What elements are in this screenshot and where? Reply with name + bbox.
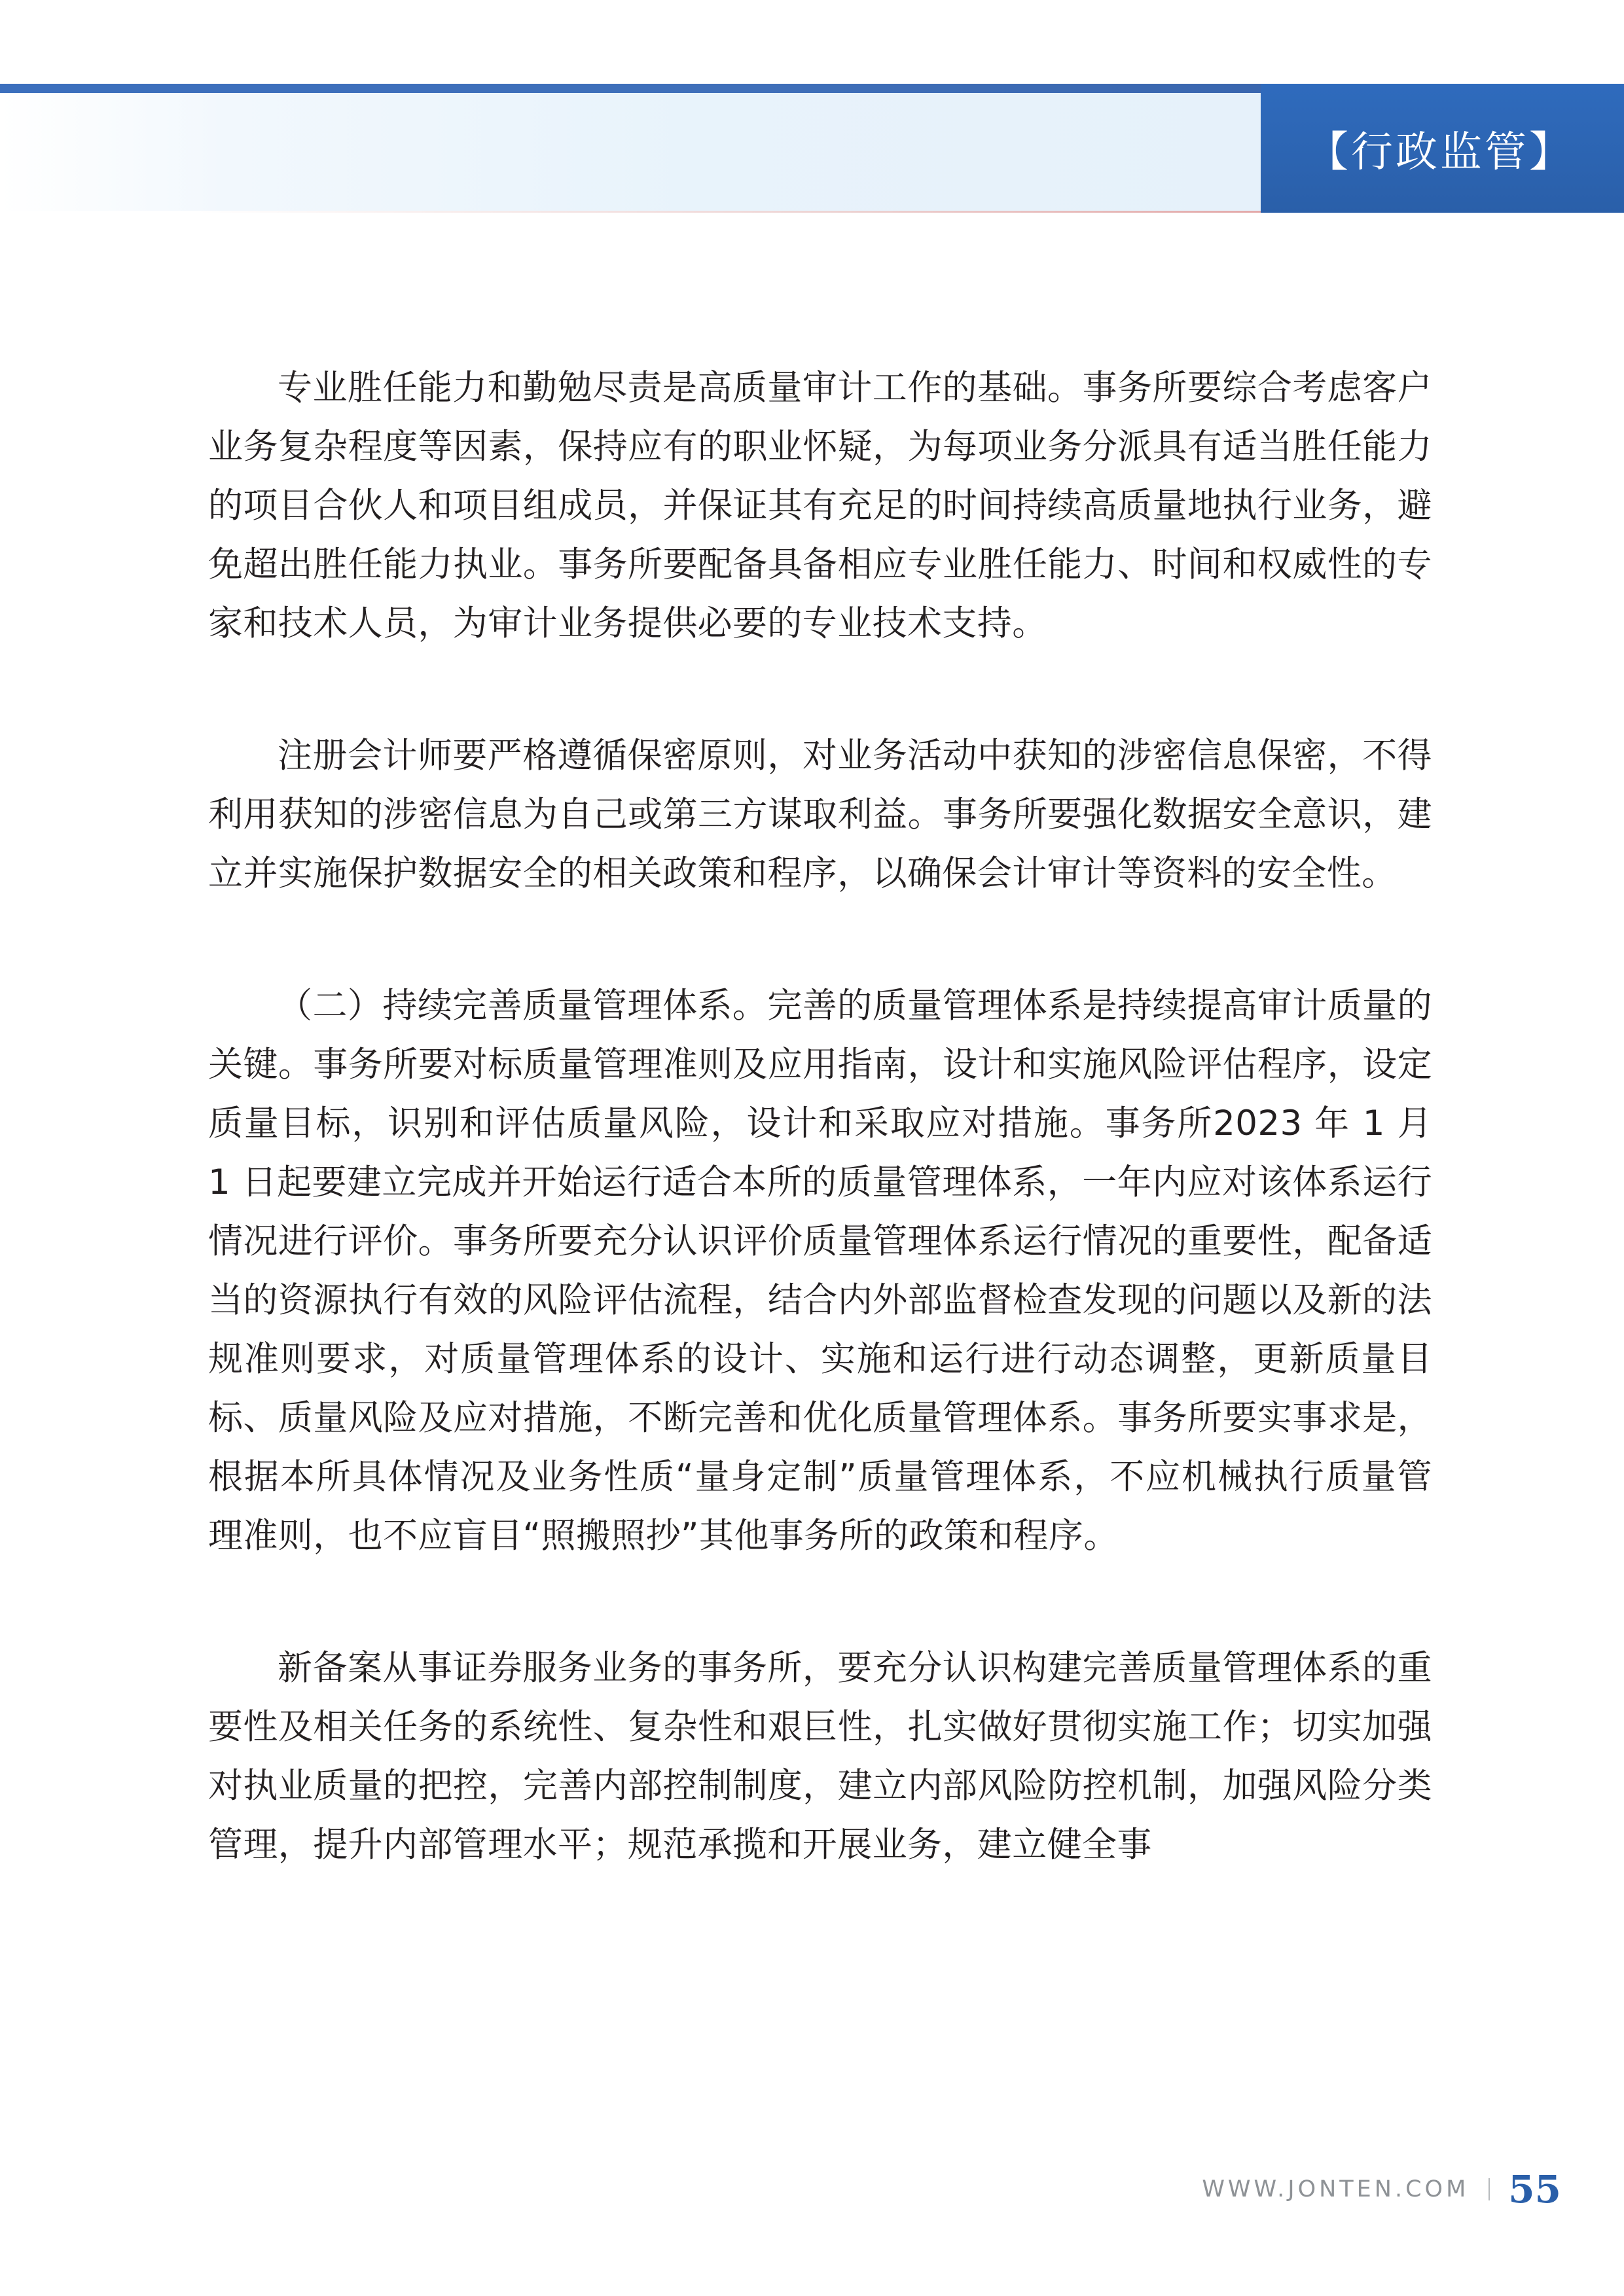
header-band	[0, 93, 1261, 211]
paragraph: 专业胜任能力和勤勉尽责是高质量审计工作的基础。事务所要综合考虑客户业务复杂程度等因素，保持应有的职业怀疑，为每项业务分派具有适当胜任能力的项目合伙人和项目组成员，并保证其有充足的时间持续高质量地执行业务，避免超出胜任能力执业。事务所要配备具备相应专业胜任能力、时间和权威性的专家和技术人员，为审计业务提供必要的专业技术支持。	[208, 368, 1432, 643]
section-tag-label: 【行政监管】	[1307, 128, 1574, 177]
article-body	[208, 359, 1432, 1948]
paragraph: （二）持续完善质量管理体系。完善的质量管理体系是持续提高审计质量的关键。事务所要对标质量管理准则及应用指南，设计和实施风险评估程序，设定质量目标，识别和评估质量风险，设计和采取应对措施。事务所2023 年 1 月 1 日起要建立完成并开始运行适合本所的质量管理体系，一年内应对该体系运行情况进行评价。事务所要充分认识评价质量管理体系运行情况的重要性，配备适当的资源执行有效的风险评估流程，结合内外部监督检查发现的问题以及新的法规准则要求，对质量管理体系的设计、实施和运行进行动态调整，更新质量目标、质量风险及应对措施，不断完善和优化质量管理体系。事务所要实事求是，根据本所具体情况及业务性质“量身定制”质量管理体系，不应机械执行质量管理准则，也不应盲目“照搬照抄”其他事务所的政策和程序。	[208, 986, 1432, 1556]
page-footer	[1202, 2166, 1561, 2212]
header-underline	[196, 211, 1261, 213]
section-tag	[1261, 84, 1624, 213]
website-url: WWW.JONTEN.COM	[1202, 2176, 1470, 2202]
page-number: 55	[1508, 2167, 1561, 2212]
footer-divider	[1489, 2178, 1490, 2200]
paragraph: 注册会计师要严格遵循保密原则，对业务活动中获知的涉密信息保密，不得利用获知的涉密信息为自己或第三方谋取利益。事务所要强化数据安全意识，建立并实施保护数据安全的相关政策和程序，以确保会计审计等资料的安全性。	[208, 736, 1432, 893]
paragraph: 新备案从事证券服务业务的事务所，要充分认识构建完善质量管理体系的重要性及相关任务的系统性、复杂性和艰巨性，扎实做好贯彻实施工作；切实加强对执业质量的把控，完善内部控制制度，建立内部风险防控机制，加强风险分类管理，提升内部管理水平；规范承揽和开展业务，建立健全事	[208, 1648, 1432, 1865]
header-accent-line	[0, 84, 1263, 93]
